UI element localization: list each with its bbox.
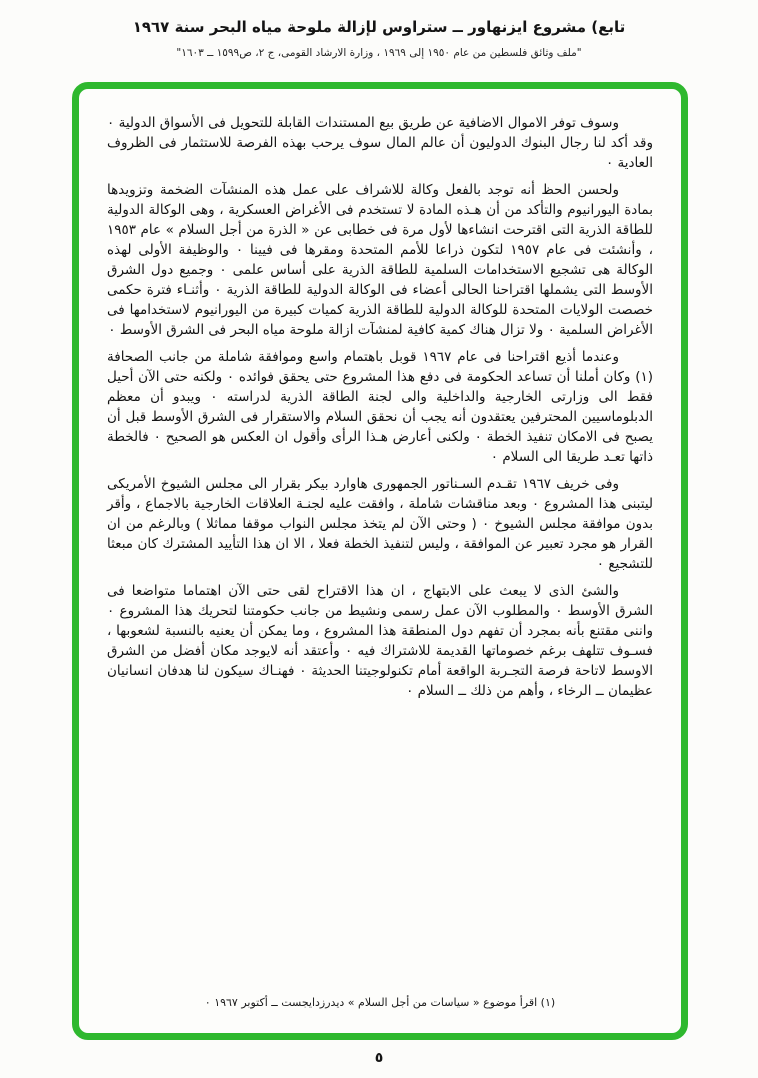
document-header — [0, 0, 758, 59]
source-citation: "ملف وثائق فلسطين من عام ١٩٥٠ إلى ١٩٦٩ ، وزارة الارشاد القومى، ج ٢، ص١٥٩٩ ــ ١٦٠٣" — [176, 47, 582, 59]
paragraph-iaea-agency: ولحسن الحظ أنه توجد بالفعل وكالة للاشراف على عمل هذه المنشآت الضخمة وتزويدها بمادة اليورانيوم والتأكد من أن هـذه المادة لا تستخدم فى الأغراض العسكرية ، وهى الوكالة الدولية للطاقة الذرية التى اقترحت انشاءها لأول مرة فى خطابى عن « الذرة من أجل السلام » عام ١٩٥٣ ، وأنشئت فى عام ١٩٥٧ لتكون ذراعا للأمم المتحدة ومقرها فى فيينا ٠ والوظيفة الأولى لهذه الوكالة هى تشجيع الاستخدامات السلمية للطاقة الذرية على أساس علمى ٠ وجميع دول الشرق الأوسط التى يشملها اقتراحنا الحالى أعضاء فى الوكالة الدولية للطاقة الذرية ٠ وأثنـاء فترة حكمى خصصت الولايات المتحدة للوكالة الدولية للطاقة الذرية كميات كبيرة من اليورانيوم لاستخدامها فى الأغراض السلمية ٠ ولا تزال هناك كمية كافية لمنشآت ازالة ملوحة مياه البحر فى الشرق الأوسط ٠ — [107, 182, 653, 338]
paragraph-conclusion: والشئ الذى لا يبعث على الابتهاج ، ان هذا الاقتراح لقى حتى الآن اهتماما متواضعا فى الشرق الأوسط ٠ والمطلوب الآن عمل رسمى ونشيط من جانب حكومتنا لتحريك هذا المشروع ٠ واننى مقتنع بأنه بمجرد أن تفهم دول المنطقة هذا المشروع ، وما يمكن أن يعنيه بالنسبة لشعوبها ، فسـوف تتلهف برغم خصوماتها القديمة للاشتراك فيه ٠ وأعتقد أنه لايوجد مكان أفضل من الشرق الاوسط لاتاحة فرصة التجـربة الواقعة أمام تكنولوجيتنا الحديثة ٠ فهنـاك سيكون لنا هدفان انسانيان عظيمان ــ الرخاء ، وأهم من ذلك ــ السلام ٠ — [107, 583, 653, 699]
footnote: (١) اقرأ موضوع « سياسات من أجل السلام » ديدرزدايجست ــ أكتوبر ١٩٦٧ ٠ — [204, 996, 556, 1009]
paragraph-senate-resolution: وفى خريف ١٩٦٧ تقـدم السـناتور الجمهورى هاوارد بيكر بقرار الى مجلس الشيوخ الأمريكى ليتبنى هذا المشروع ٠ وبعد مناقشات شاملة ، وافقت عليه لجنـة العلاقات الخارجية بالاجماع ، وأقر بدون موافقة مجلس الشيوخ ٠ ( وحتى الآن لم يتخذ مجلس النواب موقفا مماثلا ) وبالرغم من ان القرار هو مجرد تعبير عن الموافقة ، وليس لتنفيذ الخطة فعلا ، الا ان هذا التأييد المشترك كان مبعثا للتشجيع ٠ — [107, 476, 654, 572]
green-border-frame — [72, 82, 688, 1040]
page-number: ٥ — [374, 1050, 384, 1066]
document-body — [107, 113, 653, 708]
paragraph-funding: وسوف توفر الاموال الاضافية عن طريق بيع المستندات القابلة للتحويل فى الأسواق الدولية ٠ وقد أكد لنا رجال البنوك الدوليون أن عالم المال سوف يرحب بهذه الفرصة للاستثمار فى الظروف العادية ٠ — [107, 115, 653, 171]
page-title: تابع) مشروع ايزنهاور ــ ستراوس لإزالة ملوحة مياه البحر سنة ١٩٦٧ — [132, 18, 626, 36]
paragraph-proposal-reception: وعندما أذيع اقتراحنا فى عام ١٩٦٧ قوبل باهتمام واسع وموافقة شاملة من جانب الصحافة (١) وكان أملنا أن تساعد الحكومة فى دفع هذا المشروع حتى يحقق فوائده ٠ ولكنه حتى الآن أحيل فقط الى وزارتى الخارجية والداخلية والى لجنة الطاقة الذرية لدراسته ٠ ويبدو أن معظم الدبلوماسيين المحترفين يعتقدون أنه يجب أن نحقق السلام والاستقرار فى الشرق الأوسط قبل أن يصبح فى الامكان تنفيذ الخطة ٠ ولكنى أعارض هـذا الرأى وأقول ان العكس هو الصحيح ٠ فالخطة ذاتها تعـد طريقا الى السلام ٠ — [107, 349, 654, 465]
